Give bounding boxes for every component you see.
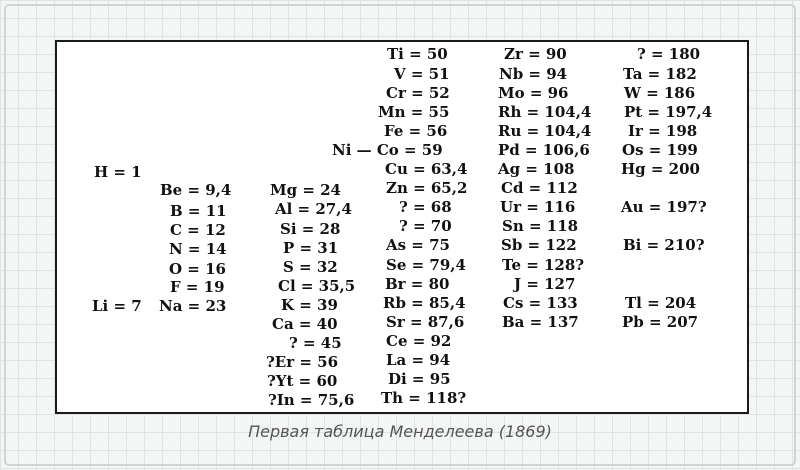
element-entry: ?Er = 56 — [266, 353, 339, 371]
element-entry: ?In = 75,6 — [268, 391, 355, 409]
element-entry: Cd = 112 — [501, 179, 578, 197]
element-entry: Al = 27,4 — [275, 200, 352, 218]
element-entry: Ta = 182 — [623, 65, 697, 83]
element-entry: Ag = 108 — [498, 160, 575, 178]
element-entry: H = 1 — [94, 163, 142, 181]
element-entry: Cl = 35,5 — [278, 277, 356, 295]
element-entry: J = 127 — [514, 275, 576, 293]
element-entry: Ti = 50 — [387, 45, 448, 63]
element-entry: Th = 118? — [381, 389, 467, 407]
element-entry: Fe = 56 — [384, 122, 448, 140]
element-entry: Cs = 133 — [503, 294, 578, 312]
element-entry: Na = 23 — [159, 297, 227, 315]
element-entry: As = 75 — [386, 236, 450, 254]
element-entry: Ur = 116 — [500, 198, 576, 216]
element-entry: Sb = 122 — [501, 236, 577, 254]
element-entry: O = 16 — [169, 260, 226, 278]
element-entry: Rb = 85,4 — [383, 294, 466, 312]
element-entry: ? = 45 — [289, 334, 342, 352]
element-entry: Li = 7 — [92, 297, 142, 315]
element-entry: Os = 199 — [622, 141, 698, 159]
element-entry: La = 94 — [386, 351, 451, 369]
element-entry: Di = 95 — [388, 370, 451, 388]
element-entry: Mn = 55 — [378, 103, 450, 121]
element-entry: Pd = 106,6 — [498, 141, 590, 159]
element-entry: ? = 180 — [637, 45, 701, 63]
element-entry: Mg = 24 — [270, 181, 341, 199]
element-entry: Br = 80 — [385, 275, 450, 293]
element-entry: Pb = 207 — [622, 313, 699, 331]
element-entry: Tl = 204 — [625, 294, 697, 312]
element-entry: Au = 197? — [621, 198, 707, 216]
element-entry: Sn = 118 — [502, 217, 579, 235]
element-entry: Te = 128? — [502, 256, 585, 274]
element-entry: Ru = 104,4 — [498, 122, 592, 140]
element-entry: S = 32 — [283, 258, 338, 276]
element-entry: W = 186 — [624, 84, 696, 102]
element-entry: Zr = 90 — [504, 45, 567, 63]
element-entry: ? = 68 — [399, 198, 452, 216]
element-entry: Si = 28 — [280, 220, 341, 238]
element-entry: B = 11 — [170, 202, 227, 220]
element-entry: V = 51 — [394, 65, 450, 83]
mendeleev-table — [55, 40, 749, 414]
element-entry: Ba = 137 — [502, 313, 579, 331]
element-entry: Rh = 104,4 — [498, 103, 592, 121]
element-entry: C = 12 — [170, 221, 226, 239]
element-entry: Zn = 65,2 — [386, 179, 468, 197]
element-entry: N = 14 — [169, 240, 227, 258]
element-entry: Ca = 40 — [272, 315, 338, 333]
element-entry: Ir = 198 — [628, 122, 698, 140]
element-entry: Cu = 63,4 — [385, 160, 468, 178]
element-entry: K = 39 — [281, 296, 338, 314]
element-entry: F = 19 — [170, 278, 225, 296]
element-entry: Hg = 200 — [621, 160, 700, 178]
element-entry: Bi = 210? — [623, 236, 705, 254]
element-entry: P = 31 — [283, 239, 339, 257]
element-entry: Ni — Co = 59 — [332, 141, 443, 159]
element-entry: Ce = 92 — [386, 332, 452, 350]
element-entry: ?Yt = 60 — [267, 372, 338, 390]
element-entry: Cr = 52 — [386, 84, 450, 102]
element-entry: Nb = 94 — [499, 65, 568, 83]
element-entry: ? = 70 — [399, 217, 452, 235]
element-entry: Mo = 96 — [498, 84, 569, 102]
element-entry: Se = 79,4 — [386, 256, 466, 274]
figure-caption: Первая таблица Менделеева (1869) — [248, 422, 552, 441]
element-entry: Sr = 87,6 — [386, 313, 465, 331]
element-entry: Be = 9,4 — [160, 181, 232, 199]
element-entry: Pt = 197,4 — [624, 103, 713, 121]
